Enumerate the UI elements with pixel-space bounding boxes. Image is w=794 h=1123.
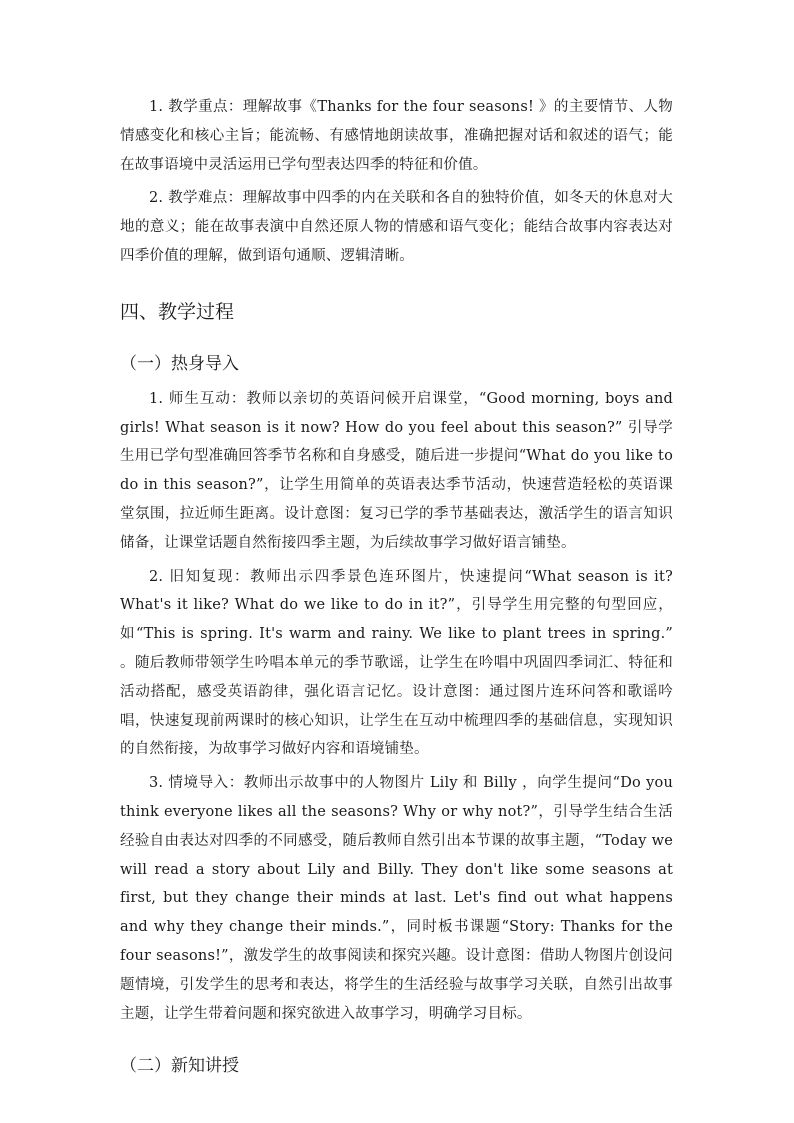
section-title-teaching-process: 四、教学过程 — [120, 300, 235, 323]
document-page — [120, 93, 673, 1079]
warmup-paragraph-2: 2. 旧知复现：教师出示四季景色连环图片，快速提问“What season is it? What's it like? What do we like to do in it?”，引导学生用完整的句型回应，如“This is spring. It's warm and rainy. We like to plant trees in spring.” 。随后教师带领学生吟唱本单元的季节歌谣，让学生在吟唱中巩固四季词汇、特征和活动搭配，感受英语韵律，强化语言记忆。设计意图：通过图片连环问答和歌谣吟唱，快速复现前两课时的核心知识，让学生在互动中梳理四季的基础信息，实现知识的自然衔接，为故事学习做好内容和语境铺垫。 — [120, 568, 673, 758]
warmup-paragraph-1: 1. 师生互动：教师以亲切的英语问候开启课堂，“Good morning, boys and girls! What season is it now? How do you feel about this season?” 引导学生用已学句型准确回答季节名称和自身感受，随后进一步提问“What do you like to do in this season?”，让学生用简单的英语表达季节活动，快速营造轻松的英语课堂氛围，拉近师生距离。设计意图：复习已学的季节基础表达，激活学生的语言知识储备，让课堂话题自然衔接四季主题，为后续故事学习做好语言铺垫。 — [120, 390, 673, 551]
subsection-title-warmup: （一）热身导入 — [120, 353, 239, 374]
warmup-paragraph-3: 3. 情境导入：教师出示故事中的人物图片 Lily 和 Billy ，向学生提问“Do you think everyone likes all the seasons? Why or why not?”，引导学生结合生活经验自由表达对四季的不同感受，随后教师自然引出本节课的故事主题，“Today we will read a story about Lily and Billy. They don't like some seasons at first, but they change their minds at last. Let's find out what happens and why they change their minds.”，同时板书课题“Story: Thanks for the four seasons!”，激发学生的故事阅读和探究兴趣。设计意图：借助人物图片创设问题情境，引发学生的思考和表达，将学生的生活经验与故事学习关联，自然引出故事主题，让学生带着问题和探究欲进入故事学习，明确学习目标。 — [120, 775, 673, 1022]
subsection-title-new-knowledge: （二）新知讲授 — [120, 1056, 239, 1077]
difficult-points-paragraph: 2. 教学难点：理解故事中四季的内在关联和各自的独特价值，如冬天的休息对大地的意义；能在故事表演中自然还原人物的情感和语气变化；能结合故事内容表达对四季价值的理解，做到语句通顺、逻辑清晰。 — [120, 190, 673, 264]
key-points-paragraph: 1. 教学重点：理解故事《Thanks for the four seasons! 》的主要情节、人物情感变化和核心主旨；能流畅、有感情地朗读故事，准确把握对话和叙述的语气；能在故事语境中灵活运用已学句型表达四季的特征和价值。 — [120, 99, 673, 173]
